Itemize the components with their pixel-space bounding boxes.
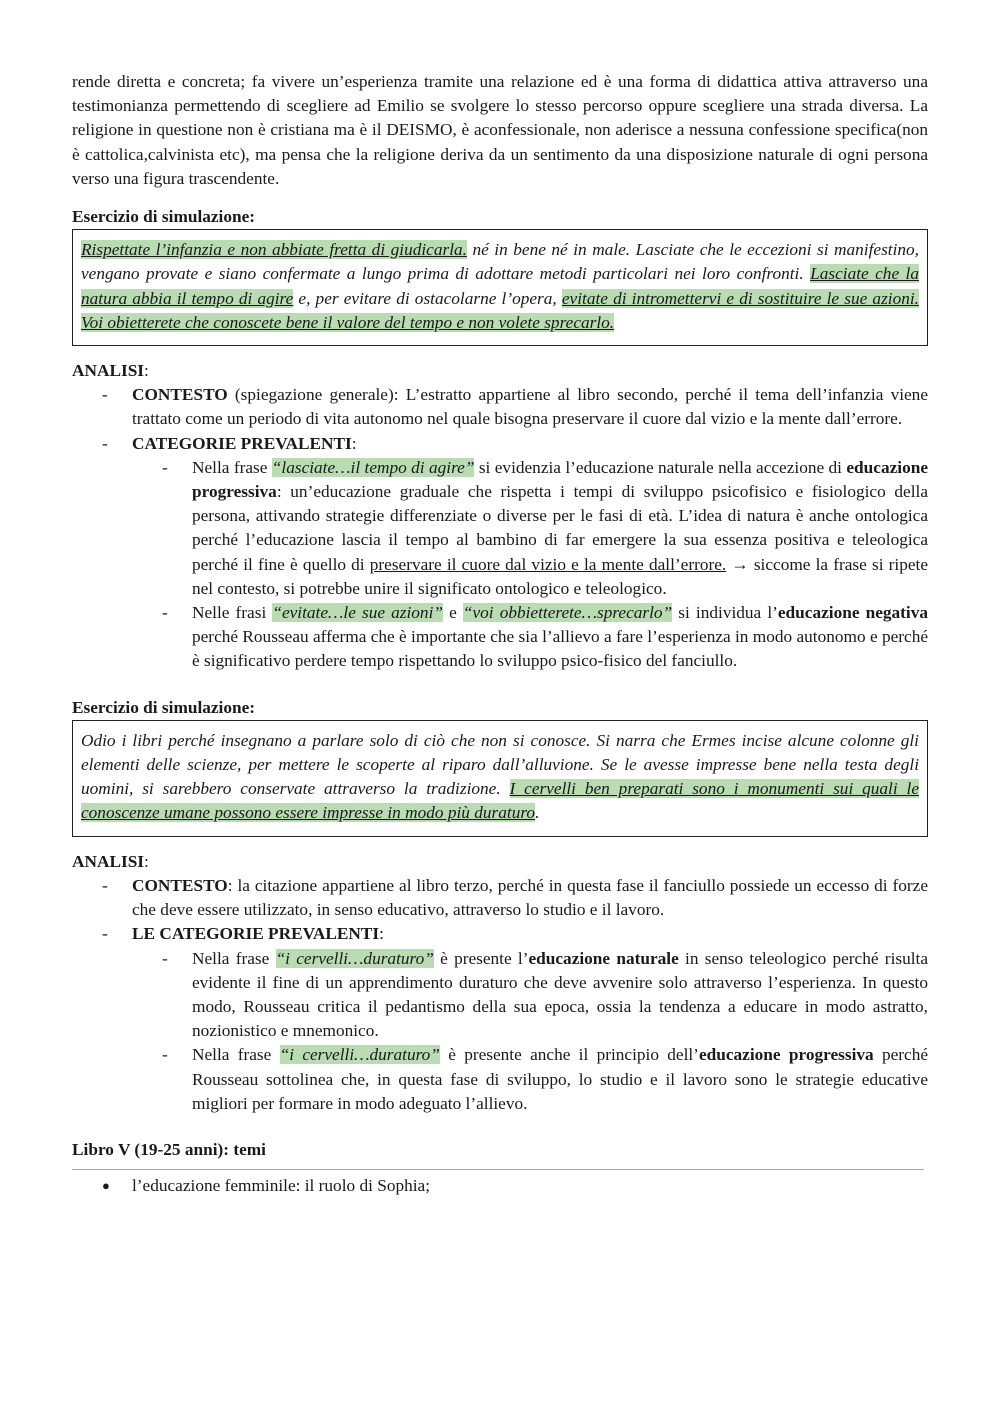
quote-highlight: Rispettate l’infanzia e non abbiate fretta di giudicarla. <box>81 240 467 260</box>
themes-list <box>72 1174 928 1198</box>
quote-highlight: evitate di intromettervi e di sostituire le sue azioni. <box>561 288 919 308</box>
intro-paragraph: rende diretta e concreta; fa vivere un’esperienza tramite una relazione ed è una forma di didattica attiva attraverso una testimonianza permettendo di scegliere ad Emilio se svolgere lo stesso percorso oppure scegliere una strada diversa. La religione in questione non è cristiana ma è il DEISMO, è aconfessionale, non aderisce a nessuna confessione specifica(non è cattolica,calvinista etc), ma pensa che la religione deriva da un sentimento da una disposizione naturale di ogni persona verso una figura trascendente. <box>72 72 928 188</box>
categorie-colon: : <box>379 924 384 944</box>
item-text: è presente anche il principio dell’ <box>439 1045 699 1065</box>
list-item: ● l’educazione femminile: il ruolo di Sophia; <box>72 1174 928 1198</box>
section-heading: Libro V (19-25 anni): temi <box>72 1139 266 1159</box>
analisi-colon: : <box>144 361 149 381</box>
list-item <box>72 874 928 922</box>
categorie-label: LE CATEGORIE PREVALENTI <box>132 924 380 944</box>
item-text: : un’educazione graduale che rispetta i tempi di sviluppo psicofisico e fisiologico della persona, attivando strategie differenziate o diverse per le fasi di età. L’idea di natura è anche ontologica perché l’educazione lascia il tempo al bambino di far emergere la sua essenza positiva e teleologica perché il fine è quello di <box>192 482 928 574</box>
analisi-list <box>72 874 928 947</box>
quote-highlight: Voi obietterete che conoscete bene il valore del tempo e non volete sprecarlo. <box>81 312 615 332</box>
phrase-highlight: “voi obbietterete…sprecarlo” <box>462 603 673 623</box>
contesto-text: : la citazione appartiene al libro terzo, perché in questa fase il fanciullo possiede un eccesso di forze che deve essere utilizzato, in senso educativo, attraverso lo studio e il lavoro. <box>132 875 928 920</box>
phrase-highlight: “evitate…le sue azioni” <box>272 603 443 623</box>
contesto-text: (spiegazione generale): L’estratto appartiene al libro secondo, perché il tema dell’infanzia viene trattato come un periodo di vita autonomo nel quale bisogna preservare il cuore dal vizio e la mente dall’errore. <box>132 385 928 429</box>
list-item <box>72 456 928 601</box>
analisi-list <box>72 383 928 456</box>
list-item <box>72 947 928 1044</box>
item-text: e <box>442 603 463 623</box>
bold-term: educazione negativa <box>777 603 928 623</box>
item-text: Nella frase <box>192 948 276 968</box>
quote-text: . <box>535 803 540 823</box>
list-item <box>72 432 928 456</box>
analisi-label: ANALISI <box>72 361 145 381</box>
bold-term: educazione progressiva <box>192 457 928 502</box>
item-text: si individua l’ <box>672 603 778 623</box>
categorie-label: CATEGORIE PREVALENTI <box>132 433 352 453</box>
phrase-highlight: “i cervelli…duraturo” <box>275 948 434 968</box>
contesto-label: CONTESTO <box>132 875 228 895</box>
quote-box <box>72 720 928 837</box>
analisi-colon: : <box>144 851 149 871</box>
list-item <box>72 922 928 946</box>
item-text: perché Rousseau afferma che è importante che sia l’allievo a fare l’esperienza in modo autonomo e perché è significativo perdere tempo rispettando lo sviluppo psico-fisico del fanciullo. <box>192 627 928 671</box>
quote-text: Odio i libri perché insegnano a parlare solo di ciò che non si conosce. Si narra che Ermes incise alcune colonne gli elementi delle scienze, per mettere le scoperte al riparo dall’alluvione. Se le avesse impresse bene nella testa degli uomini, si sarebbero conservate attraverso la tradizione. <box>81 730 919 799</box>
item-text: è presente l’ <box>433 948 529 968</box>
categorie-list <box>72 456 928 674</box>
quote-highlight: Lasciate che la natura abbia il tempo di agire <box>81 264 919 308</box>
analisi-heading <box>72 359 928 383</box>
contesto-label: CONTESTO <box>132 385 228 405</box>
quote-text: né in bene né in male. Lasciate che le eccezioni si manifestino, vengano provate e siano confermate a lungo prima di adottare metodi particolari nei loro confronti. <box>81 240 919 284</box>
categorie-list <box>72 947 928 1116</box>
item-text: → siccome la frase si ripete nel contesto, si potrebbe unire il significato ontologico e teleologico. <box>192 554 928 598</box>
exercise-title: Esercizio di simulazione: <box>72 697 256 717</box>
item-text: perché Rousseau sottolinea che, in questa fase di sviluppo, lo studio e il lavoro sono le strategie educative migliori per formare in modo adeguato l’allievo. <box>192 1045 929 1113</box>
item-text: si evidenzia l’educazione naturale nella accezione di <box>474 457 847 477</box>
categorie-colon: : <box>351 433 357 453</box>
phrase-highlight: “i cervelli…duraturo” <box>279 1045 440 1065</box>
heading-divider <box>72 1169 924 1170</box>
list-item <box>72 601 928 674</box>
item-text: Nella frase <box>192 457 272 477</box>
item-text: in senso teleologico perché risulta evidente il fine di un apprendimento duraturo che deve avvenire solo attraverso l’esperienza. In questo modo, Rousseau critica il pedantismo della sua epoca, ossia la tendenza a educare in modo astratto, nozionistico e mnemonico. <box>192 948 929 1041</box>
list-item <box>72 1043 928 1116</box>
item-text: Nelle frasi <box>192 603 273 623</box>
bold-term: educazione naturale <box>528 948 679 968</box>
exercise-title: Esercizio di simulazione: <box>72 207 256 227</box>
analisi-label: ANALISI <box>72 851 145 871</box>
quote-highlight: I cervelli ben preparati sono i monumenti sui quali le conoscenze umane possono essere impresse in modo più duraturo <box>81 779 919 823</box>
bold-term: educazione progressiva <box>698 1045 874 1065</box>
quote-box <box>72 229 928 346</box>
list-item <box>72 383 928 431</box>
quote-text: e, per evitare di ostacolarne l’opera, <box>293 288 562 308</box>
phrase-highlight: “lasciate…il tempo di agire” <box>271 457 475 477</box>
underlined-text: preservare il cuore dal vizio e la mente dall’errore. <box>369 554 727 574</box>
item-text: Nella frase <box>192 1045 280 1065</box>
analisi-heading <box>72 850 928 874</box>
